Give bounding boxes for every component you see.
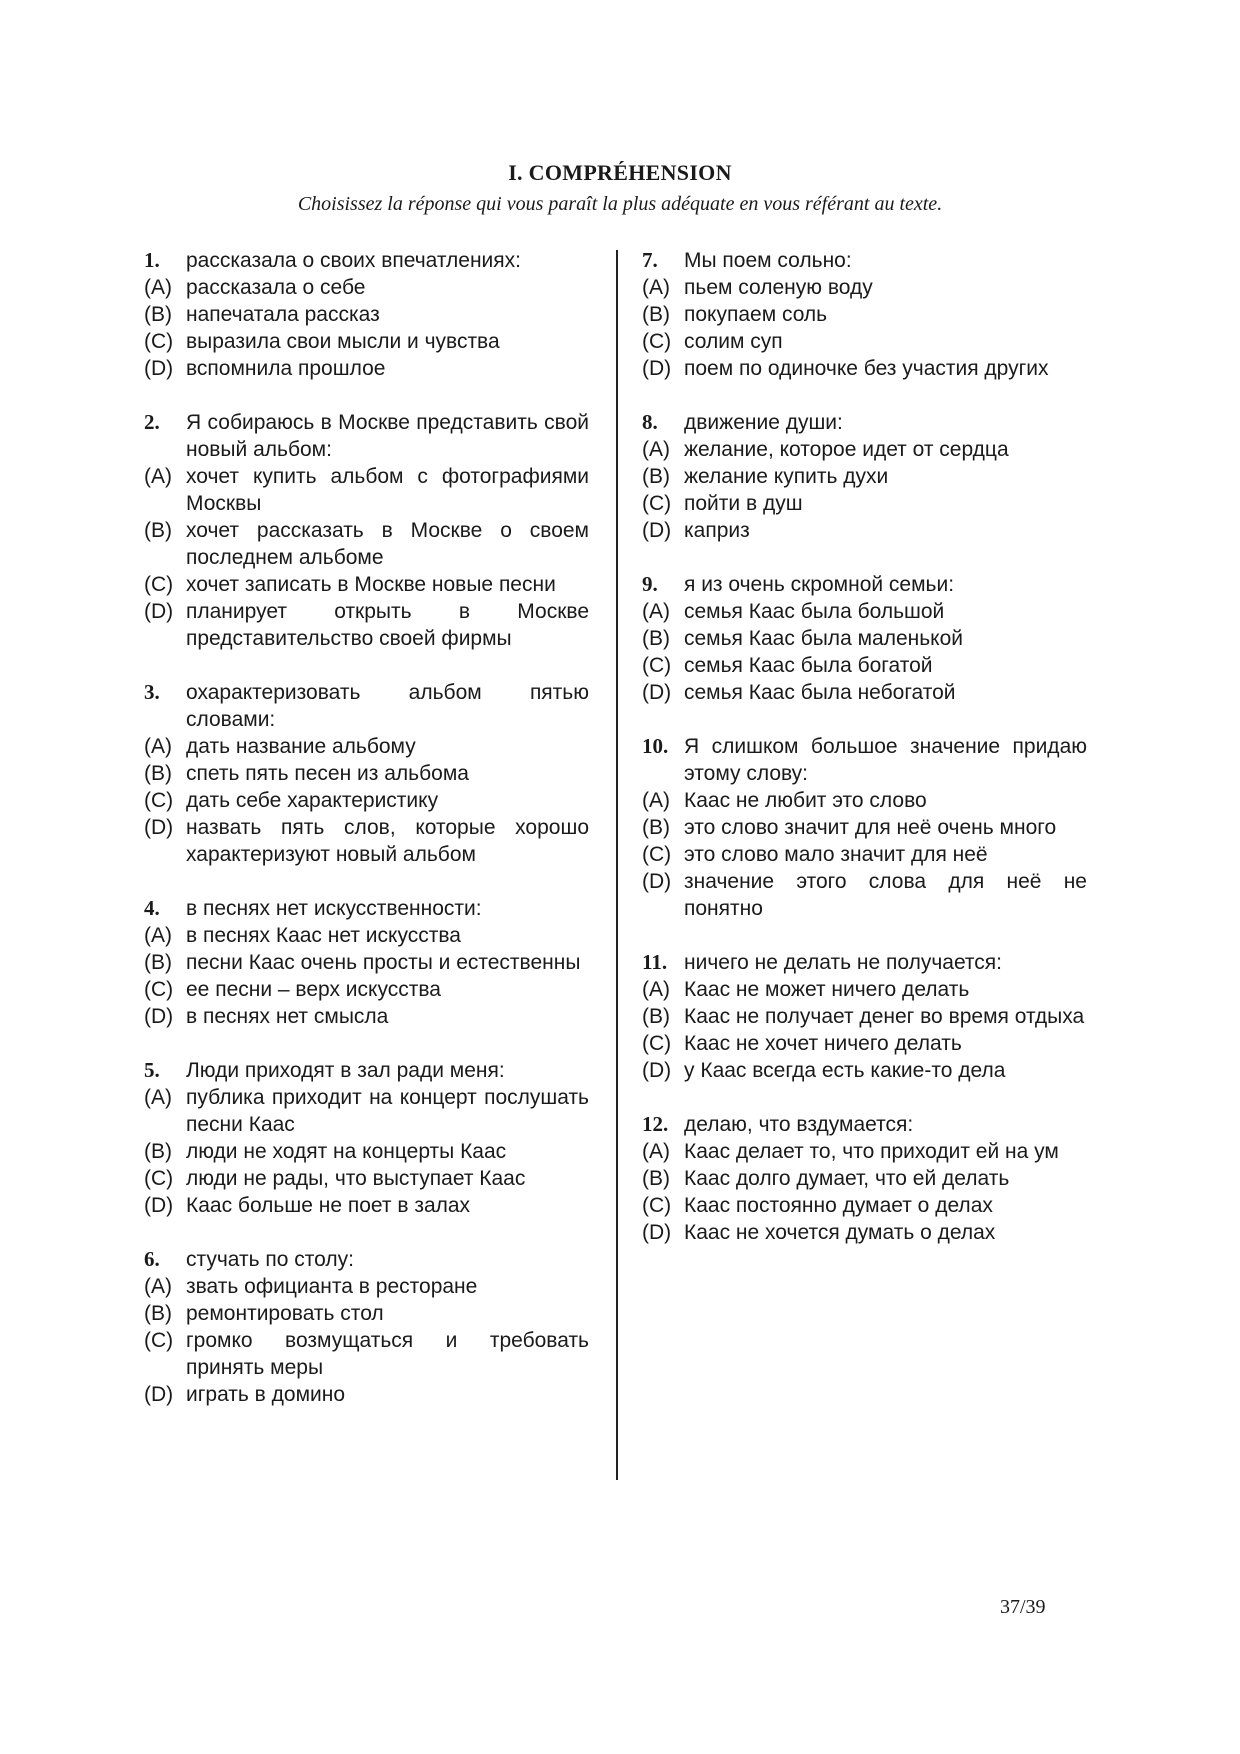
option-label: (B) [144, 303, 172, 326]
question-number: 3. [144, 680, 160, 704]
option-text: назвать пять слов, которые хорошо характеризуют новый альбом [186, 816, 589, 866]
option-text: люди не ходят на концерты Каас [186, 1140, 507, 1163]
question-prompt: Мы поем сольно: [684, 249, 852, 272]
option-text: Каас не хочется думать о делах [684, 1221, 996, 1244]
option-text: это слово значит для неё очень много [684, 816, 1057, 839]
question-item [144, 679, 589, 868]
answer-option [642, 463, 1087, 490]
question-item [642, 1111, 1087, 1246]
answer-option [642, 1003, 1087, 1030]
option-text: песни Каас очень просты и естественны [186, 951, 581, 974]
left-question-column [144, 247, 589, 1435]
option-text: поем по одиночке без участия других [684, 357, 1049, 380]
option-text: Каас не может ничего делать [684, 978, 970, 1001]
option-text: семья Каас была маленькой [684, 627, 963, 650]
option-text: Каас больше не поет в залах [186, 1194, 471, 1217]
option-label: (B) [144, 519, 172, 542]
option-label: (C) [144, 978, 174, 1001]
option-text: семья Каас была большой [684, 600, 945, 623]
option-label: (A) [144, 735, 172, 758]
section-title: I. COMPRÉHENSION [508, 160, 732, 185]
option-label: (D) [642, 1221, 672, 1244]
answer-option [144, 760, 589, 787]
option-text: напечатала рассказ [186, 303, 380, 326]
question-prompt-row [642, 733, 1087, 787]
answer-option [144, 301, 589, 328]
answer-option [642, 355, 1087, 382]
answer-option [642, 328, 1087, 355]
question-item [144, 247, 589, 382]
section-header [0, 158, 1240, 218]
answer-option [144, 1165, 589, 1192]
option-text: публика приходит на концерт послушать песни Каас [186, 1086, 589, 1136]
answer-option [642, 1057, 1087, 1084]
question-number: 4. [144, 896, 160, 920]
answer-option [642, 517, 1087, 544]
option-text: в песнях Каас нет искусства [186, 924, 461, 947]
question-prompt-row [642, 247, 1087, 274]
question-item [642, 247, 1087, 382]
option-text: желание, которое идет от сердца [684, 438, 1009, 461]
question-number: 7. [642, 248, 658, 272]
answer-option [144, 1138, 589, 1165]
question-prompt-row [144, 409, 589, 463]
option-label: (D) [144, 1005, 174, 1028]
answer-option [642, 787, 1087, 814]
option-text: значение этого слова для неё не понятно [684, 870, 1087, 920]
answer-option [642, 1030, 1087, 1057]
question-prompt-row [642, 409, 1087, 436]
option-text: рассказала о себе [186, 276, 366, 299]
option-label: (B) [144, 951, 172, 974]
answer-option [642, 436, 1087, 463]
question-prompt: ничего не делать не получается: [684, 951, 1003, 974]
option-text: пойти в душ [684, 492, 803, 515]
option-text: это слово мало значит для неё [684, 843, 988, 866]
question-prompt: рассказала о своих впечатлениях: [186, 249, 521, 272]
option-text: желание купить духи [684, 465, 889, 488]
option-label: (B) [642, 465, 670, 488]
option-label: (B) [642, 627, 670, 650]
question-number: 8. [642, 410, 658, 434]
option-text: хочет рассказать в Москве о своем последнем альбоме [186, 519, 589, 569]
answer-option [642, 1138, 1087, 1165]
question-item [642, 733, 1087, 922]
question-number: 6. [144, 1247, 160, 1271]
option-label: (B) [144, 762, 172, 785]
answer-option [144, 787, 589, 814]
answer-option [642, 1219, 1087, 1246]
option-text: выразила свои мысли и чувства [186, 330, 500, 353]
option-text: люди не рады, что выступает Каас [186, 1167, 526, 1190]
option-text: у Каас всегда есть какие-то дела [684, 1059, 1006, 1082]
option-text: Каас долго думает, что ей делать [684, 1167, 1010, 1190]
question-prompt-row [144, 679, 589, 733]
answer-option [144, 922, 589, 949]
question-number: 5. [144, 1058, 160, 1082]
answer-option [144, 1192, 589, 1219]
column-divider [616, 250, 618, 1480]
answer-option [144, 1381, 589, 1408]
option-text: Каас не получает денег во время отдыха [684, 1005, 1085, 1028]
option-text: звать официанта в ресторане [186, 1275, 478, 1298]
question-prompt: в песнях нет искусственности: [186, 897, 482, 920]
answer-option [642, 301, 1087, 328]
answer-option [144, 598, 589, 652]
answer-option [144, 1327, 589, 1381]
question-number: 12. [642, 1112, 669, 1136]
option-text: пьем соленую воду [684, 276, 873, 299]
option-label: (D) [144, 600, 174, 623]
question-prompt: охарактеризовать альбом пятью словами: [186, 681, 589, 731]
answer-option [144, 1300, 589, 1327]
question-prompt: движение души: [684, 411, 843, 434]
option-text: каприз [684, 519, 750, 542]
option-label: (C) [144, 1329, 174, 1352]
option-text: покупаем соль [684, 303, 828, 326]
option-text: спеть пять песен из альбома [186, 762, 469, 785]
answer-option [144, 949, 589, 976]
answer-option [642, 814, 1087, 841]
option-text: Каас не хочет ничего делать [684, 1032, 962, 1055]
answer-option [144, 976, 589, 1003]
option-text: вспомнила прошлое [186, 357, 386, 380]
question-prompt-row [144, 247, 589, 274]
option-label: (D) [144, 1383, 174, 1406]
answer-option [642, 598, 1087, 625]
option-label: (A) [144, 276, 172, 299]
option-label: (C) [144, 330, 174, 353]
option-label: (A) [144, 1086, 172, 1109]
option-label: (A) [144, 924, 172, 947]
option-label: (D) [642, 1059, 672, 1082]
answer-option [642, 490, 1087, 517]
option-text: Каас делает то, что приходит ей на ум [684, 1140, 1059, 1163]
answer-option [144, 571, 589, 598]
option-text: ремонтировать стол [186, 1302, 384, 1325]
answer-option [642, 652, 1087, 679]
question-prompt: Я слишком большое значение придаю этому слову: [684, 735, 1087, 785]
option-label: (D) [642, 357, 672, 380]
option-label: (A) [642, 438, 670, 461]
question-item [642, 949, 1087, 1084]
question-prompt-row [642, 1111, 1087, 1138]
option-text: семья Каас была богатой [684, 654, 933, 677]
answer-option [642, 625, 1087, 652]
option-label: (B) [642, 1167, 670, 1190]
question-number: 10. [642, 734, 669, 758]
option-label: (C) [144, 573, 174, 596]
answer-option [144, 733, 589, 760]
answer-option [642, 1165, 1087, 1192]
question-prompt-row [144, 1057, 589, 1084]
option-label: (C) [144, 789, 174, 812]
option-label: (B) [144, 1140, 172, 1163]
question-item [144, 409, 589, 652]
answer-option [144, 355, 589, 382]
answer-option [642, 1192, 1087, 1219]
option-label: (C) [642, 1194, 672, 1217]
question-item [642, 409, 1087, 544]
answer-option [144, 1084, 589, 1138]
answer-option [642, 976, 1087, 1003]
page-number: 37/39 [1000, 1596, 1046, 1618]
option-text: солим суп [684, 330, 783, 353]
option-text: ее песни – верх искусства [186, 978, 441, 1001]
question-number: 11. [642, 950, 668, 974]
question-prompt: Люди приходят в зал ради меня: [186, 1059, 505, 1082]
answer-option [144, 517, 589, 571]
question-prompt-row [144, 1246, 589, 1273]
option-label: (B) [642, 1005, 670, 1028]
option-label: (A) [642, 600, 670, 623]
option-label: (A) [642, 789, 670, 812]
option-text: семья Каас была небогатой [684, 681, 956, 704]
question-prompt: Я собираюсь в Москве представить свой новый альбом: [186, 411, 589, 461]
option-label: (D) [642, 681, 672, 704]
option-text: играть в домино [186, 1383, 346, 1406]
option-label: (B) [642, 816, 670, 839]
section-instructions: Choisissez la réponse qui vous paraît la plus adéquate en vous référant au texte. [297, 193, 943, 215]
option-label: (B) [144, 1302, 172, 1325]
option-label: (C) [642, 330, 672, 353]
question-prompt: делаю, что вздумается: [684, 1113, 914, 1136]
question-prompt-row [144, 895, 589, 922]
option-label: (C) [144, 1167, 174, 1190]
question-prompt: стучать по столу: [186, 1248, 354, 1271]
option-label: (C) [642, 654, 672, 677]
answer-option [144, 814, 589, 868]
question-number: 2. [144, 410, 160, 434]
option-label: (A) [642, 276, 670, 299]
question-number: 9. [642, 572, 658, 596]
option-text: в песнях нет смысла [186, 1005, 389, 1028]
option-text: планирует открыть в Москве представительство своей фирмы [186, 600, 589, 650]
option-label: (D) [144, 1194, 174, 1217]
question-item [144, 895, 589, 1030]
option-label: (C) [642, 1032, 672, 1055]
right-question-column [642, 247, 1087, 1273]
question-item [144, 1246, 589, 1408]
question-prompt: я из очень скромной семьи: [684, 573, 955, 596]
option-label: (A) [144, 1275, 172, 1298]
answer-option [144, 463, 589, 517]
option-label: (D) [642, 870, 672, 893]
question-number: 1. [144, 248, 160, 272]
option-text: хочет записать в Москве новые песни [186, 573, 556, 596]
option-text: хочет купить альбом с фотографиями Москвы [186, 465, 589, 515]
answer-option [642, 679, 1087, 706]
option-text: громко возмущаться и требовать принять меры [186, 1329, 589, 1379]
question-item [144, 1057, 589, 1219]
option-label: (A) [642, 978, 670, 1001]
option-text: дать себе характеристику [186, 789, 439, 812]
option-label: (D) [144, 357, 174, 380]
option-label: (A) [642, 1140, 670, 1163]
question-item [642, 571, 1087, 706]
option-label: (D) [642, 519, 672, 542]
option-text: Каас не любит это слово [684, 789, 927, 812]
question-prompt-row [642, 949, 1087, 976]
option-label: (A) [144, 465, 172, 488]
option-text: Каас постоянно думает о делах [684, 1194, 993, 1217]
answer-option [642, 841, 1087, 868]
answer-option [144, 274, 589, 301]
option-label: (C) [642, 492, 672, 515]
option-label: (D) [144, 816, 174, 839]
option-text: дать название альбому [186, 735, 416, 758]
answer-option [642, 868, 1087, 922]
option-label: (C) [642, 843, 672, 866]
question-prompt-row [642, 571, 1087, 598]
answer-option [144, 1273, 589, 1300]
option-label: (B) [642, 303, 670, 326]
answer-option [144, 328, 589, 355]
answer-option [642, 274, 1087, 301]
answer-option [144, 1003, 589, 1030]
